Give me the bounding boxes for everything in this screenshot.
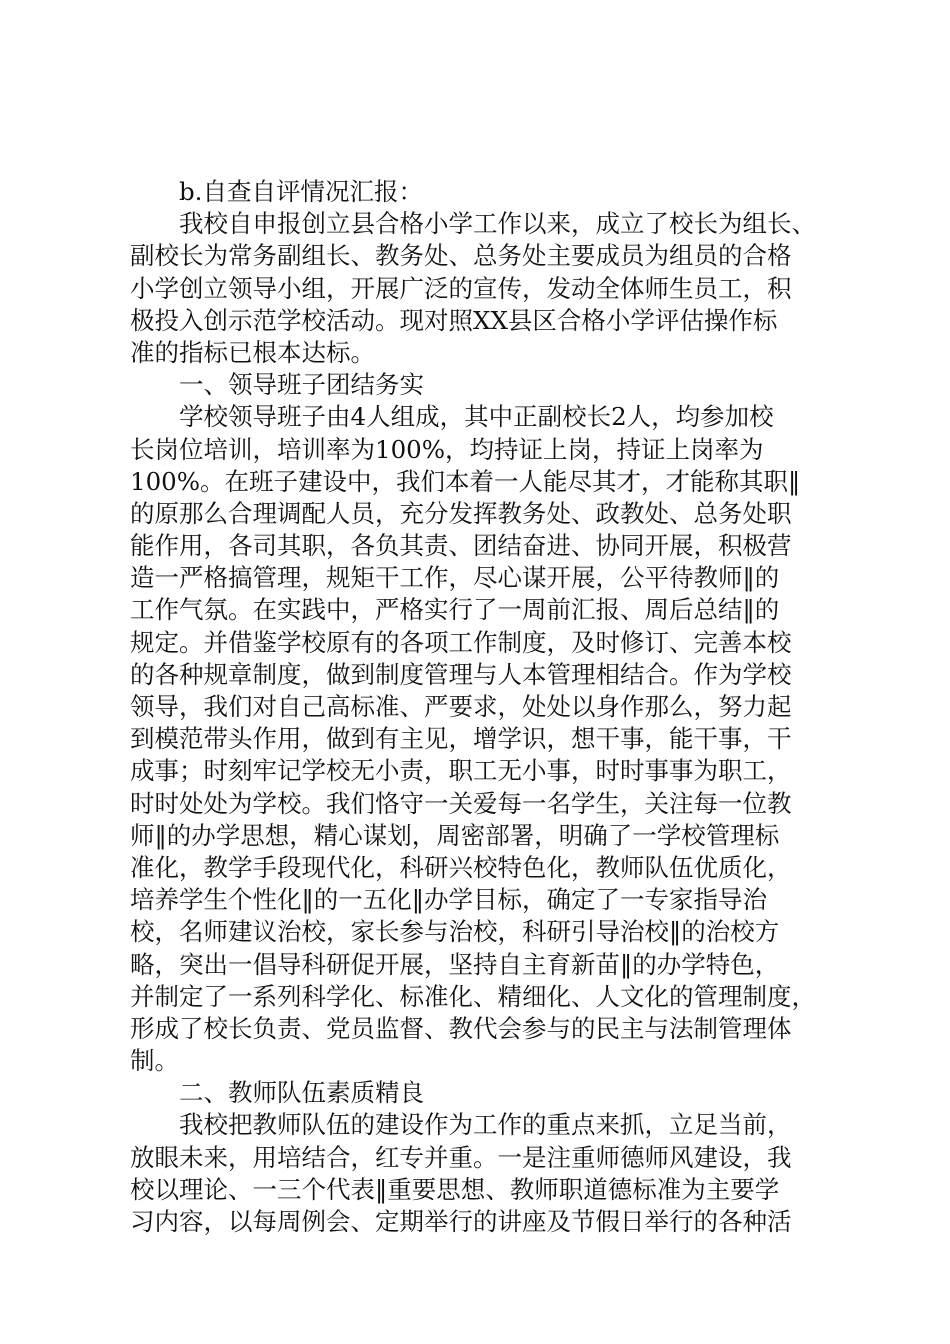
text-line: 准化，教学手段现代化，科研兴校特色化，教师队伍优质化，	[130, 852, 792, 882]
text-line: b.自查自评情况汇报：	[179, 177, 423, 206]
document-body	[130, 176, 840, 1238]
text-line: 能作用，各司其职，各负其责、团结奋进、协同开展，积极营	[130, 531, 792, 561]
text-line: 长岗位培训，培训率为100%，均持证上岗，持证上岗率为	[130, 434, 764, 464]
text-line: 我校自申报创立县合格小学工作以来，成立了校长为组长、	[179, 209, 816, 239]
text-line: 习内容，以每周例会、定期举行的讲座及节假日举行的各种活	[130, 1207, 792, 1236]
text-line: 学校领导班子由4人组成，其中正副校长2人，均参加校	[179, 402, 774, 432]
text-line: 领导，我们对自己高标准、严要求，处处以身作那么，努力起	[130, 692, 792, 721]
text-line: 工作气氛。在实践中，严格实行了一周前汇报、周后总结‖的	[130, 595, 780, 625]
text-line: 培养学生个性化‖的一五化‖办学目标，确定了一专家指导治	[130, 885, 767, 915]
text-line: 准的指标已根本达标。	[130, 337, 375, 367]
text-line: 校以理论、一三个代表‖重要思想、教师职道德标准为主要学	[130, 1174, 780, 1204]
text-line: 到模范带头作用，做到有主见，增学识，想干事，能干事，干	[130, 724, 792, 754]
text-line: 小学创立领导小组，开展广泛的宣传，发动全体师生员工，积	[130, 273, 792, 303]
text-line: 成事；时刻牢记学校无小责，职工无小事，时时事事为职工，	[130, 756, 792, 786]
text-line: 放眼未来，用培结合，红专并重。一是注重师德师风建设，我	[130, 1142, 792, 1172]
text-line: 二、教师队伍素质精良	[179, 1078, 424, 1108]
text-line: 校，名师建议治校，家长参与治校，科研引导治校‖的治校方	[130, 917, 780, 947]
text-line: 的各种规章制度，做到制度管理与人本管理相结合。作为学校	[130, 659, 792, 689]
text-line: 时时处处为学校。我们恪守一关爱每一名学生，关注每一位教	[130, 788, 792, 818]
text-line: 并制定了一系列科学化、标准化、精细化、人文化的管理制度，	[130, 981, 816, 1011]
text-line: 略，突出一倡导科研促开展，坚持自主育新苗‖的办学特色，	[130, 949, 780, 979]
text-line: 师‖的办学思想，精心谋划，周密部署，明确了一学校管理标	[130, 820, 780, 850]
text-line: 极投入创示范学校活动。现对照XX县区合格小学评估操作标	[130, 305, 778, 335]
text-line: 副校长为常务副组长、教务处、总务处主要成员为组员的合格	[130, 241, 792, 271]
text-line: 制。	[130, 1046, 179, 1076]
text-line: 规定。并借鉴学校原有的各项工作制度，及时修订、完善本校	[130, 627, 792, 657]
text-line: 的原那么合理调配人员，充分发挥教务处、政教处、总务处职	[130, 498, 792, 528]
text-line: 一、领导班子团结务实	[179, 370, 424, 400]
text-line: 形成了校长负责、党员监督、教代会参与的民主与法制管理体	[130, 1013, 792, 1043]
text-line: 100%。在班子建设中，我们本着一人能尽其才，才能称其职‖	[130, 466, 801, 496]
text-line: 造一严格搞管理，规矩干工作，尽心谋开展，公平待教师‖的	[130, 563, 780, 593]
text-line: 我校把教师队伍的建设作为工作的重点来抓，立足当前，	[179, 1110, 792, 1140]
